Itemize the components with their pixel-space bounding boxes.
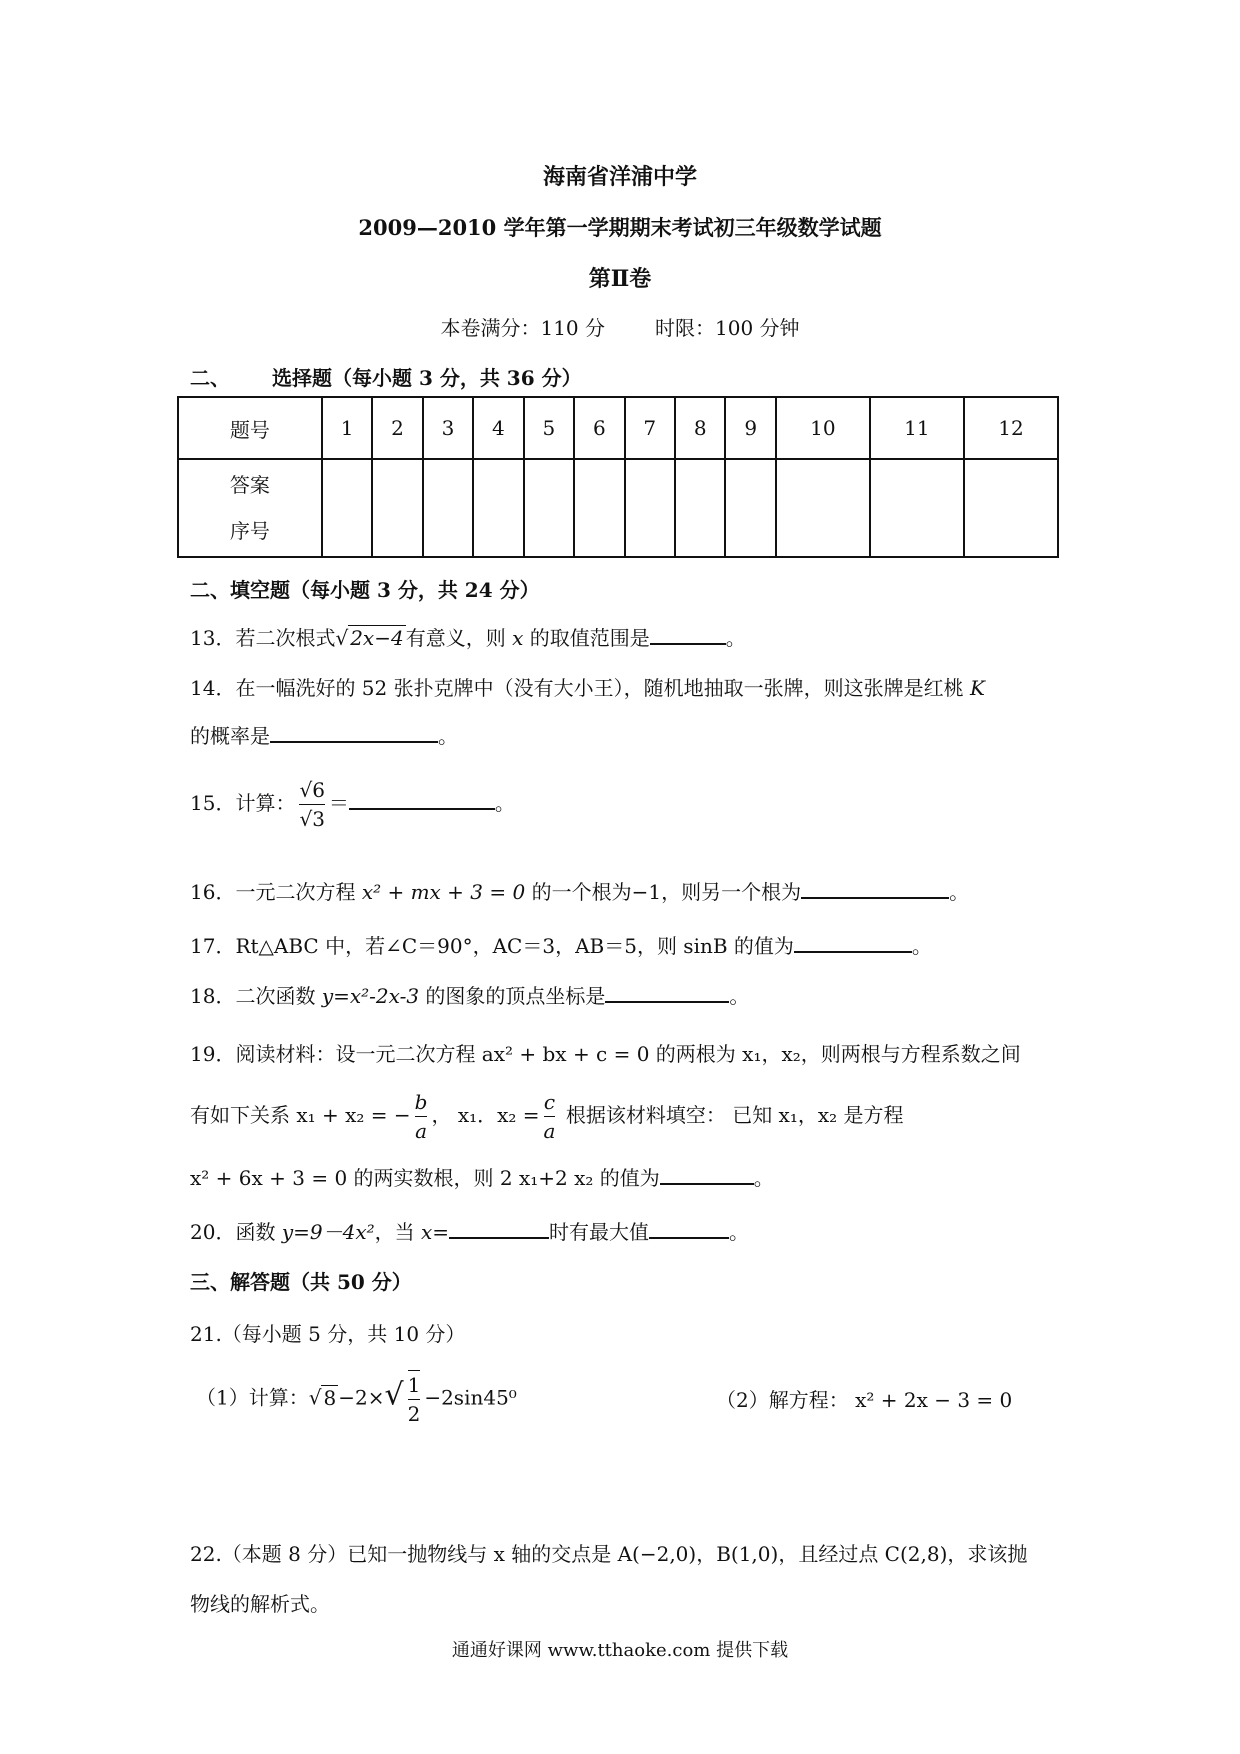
q15-end: 。 [494,791,515,815]
q19-relation-product: ， x₁．x₂ = [431,1103,540,1127]
q20-x-equals: x= [420,1220,450,1244]
answer-row-header [178,459,322,557]
footer-credit: 通通好课网 www.tthaoke.com 提供下载 [451,1640,789,1661]
answer-cell[interactable] [524,459,574,557]
answer-table-number-row [178,397,1058,459]
q18-text: 18．二次函数 [190,984,322,1008]
answer-cell[interactable] [322,459,372,557]
choice-section-number: 二、 [190,366,230,390]
question-number-cell: 11 [870,397,964,459]
q17-text: 17．Rt△ABC 中，若∠C＝90°，AC＝3，AB＝5，则 sinB 的值为 [190,934,794,958]
q21-times: −2× [338,1385,385,1410]
choice-section-heading [190,362,582,391]
answer-cell[interactable] [625,459,675,557]
sqrt-symbol: √ [384,1377,404,1413]
q13-text-post: 的取值范围是 [523,626,650,650]
answer-cell[interactable] [725,459,775,557]
q18-end: 。 [729,984,750,1008]
q16-equation: x² + mx + 3 = 0 [361,880,526,904]
q16-text-mid: 的一个根为−1，则另一个根为 [525,880,802,904]
q17-end: 。 [911,934,932,958]
answer-cell[interactable] [675,459,725,557]
q14-k: K [969,676,985,700]
q20-function: y=9－4x² [281,1220,375,1244]
q21-frac-numerator: 1 [408,1371,421,1400]
question-number-cell: 8 [675,397,725,459]
q13-radicand: 2x−4 [350,626,404,650]
question-number-cell: 3 [423,397,473,459]
sqrt-symbol: √ [308,1385,322,1410]
q19-answer-blank[interactable] [660,1163,754,1185]
question-number-cell: 5 [524,397,574,459]
q13-text-mid: 有意义，则 [405,626,513,650]
q13-end: 。 [725,626,746,650]
sqrt-symbol: √ [335,626,349,650]
choice-section-title: 选择题（每小题 3 分，共 36 分） [272,366,582,390]
q20-text-mid: ，当 [374,1220,421,1244]
question-19-line2 [190,1088,904,1145]
time-limit: 时限：100 分钟 [655,316,800,340]
answer-header-line2: 序号 [229,519,270,543]
question-number-cell: 4 [473,397,523,459]
q21-frac-denominator: 2 [407,1402,421,1426]
q15-answer-blank[interactable] [349,788,495,810]
answer-cell[interactable] [574,459,624,557]
question-number-cell: 7 [625,397,675,459]
q20-answer-blank-max[interactable] [649,1217,729,1239]
q21-sqrt8: 8 [323,1385,337,1410]
answer-cell[interactable] [776,459,870,557]
q14-answer-blank[interactable] [270,721,438,743]
q14-text: 14．在一幅洗好的 52 张扑克牌中（没有大小王），随机地抽取一张牌，则这张牌是红桃 [190,676,970,700]
question-19-line3 [190,1162,774,1191]
q13-var: x [512,626,524,650]
answer-cell[interactable] [372,459,422,557]
answer-section-heading: 三、解答题（共 50 分） [190,1270,412,1294]
answer-cell[interactable] [870,459,964,557]
question-13 [190,622,746,651]
q19-fraction-c-a [544,1088,556,1145]
question-16 [190,876,969,905]
q19-fraction-b-a [415,1088,428,1145]
q19-frac2-numerator: c [544,1088,556,1117]
q20-answer-blank-x[interactable] [449,1217,549,1239]
question-14-line1 [190,672,985,701]
q16-text: 16．一元二次方程 [190,880,362,904]
question-14-line2 [190,720,458,749]
answer-cell[interactable] [423,459,473,557]
q15-denominator: √3 [299,807,325,831]
q13-text: 13．若二次根式 [190,626,336,650]
q14-end: 。 [438,724,458,748]
q18-answer-blank[interactable] [605,981,729,1003]
q21-part1-label: （1）计算： [196,1385,309,1410]
question-21-part2: （2）解方程： x² + 2x − 3 = 0 [716,1388,1013,1412]
answer-cell[interactable] [964,459,1058,557]
question-number-cell: 12 [964,397,1058,459]
q19-text-3: x² + 6x + 3 = 0 的两实数根，则 2 x₁+2 x₂ 的值为 [190,1166,660,1190]
q17-answer-blank[interactable] [794,931,912,953]
q18-function: y=x²-2x-3 [321,984,420,1008]
question-21-part1 [196,1370,517,1428]
answer-cell[interactable] [473,459,523,557]
question-number-cell: 2 [372,397,422,459]
q19-end: 。 [753,1166,774,1190]
full-score: 本卷满分：110 分 [440,316,605,340]
question-15 [190,776,515,833]
exam-meta [0,312,1240,341]
q19-frac1-numerator: b [415,1088,428,1117]
question-number-cell: 9 [725,397,775,459]
school-name: 海南省洋浦中学 [542,164,697,190]
q14-text-2: 的概率是 [190,724,270,748]
q21-sqrt-half [408,1370,421,1428]
answer-header-line1: 答案 [229,473,270,497]
exam-title: 2009—2010 学年第一学期期末考试初三年级数学试题 [358,215,882,240]
question-22-line1: 22.（本题 8 分）已知一抛物线与 x 轴的交点是 A(−2,0)，B(1,0)，且经过点 C(2,8)，求该抛 [190,1542,1028,1566]
question-number-cell: 1 [322,397,372,459]
question-22-line2: 物线的解析式。 [190,1592,330,1616]
question-19-line1: 19．阅读材料：设一元二次方程 ax² + bx + c = 0 的两根为 x₁，x₂，则两根与方程系数之间 [190,1042,1021,1066]
q21-sin-term: −2sin45⁰ [424,1385,517,1410]
answer-table-answer-row [178,459,1058,557]
fill-section-heading: 二、填空题（每小题 3 分，共 24 分） [190,578,540,602]
q13-answer-blank[interactable] [650,623,726,645]
q15-fraction [299,776,324,833]
q15-text: 15．计算： [190,791,296,815]
q15-numerator: √6 [299,776,324,805]
question-17 [190,930,932,959]
q20-end: 。 [729,1220,750,1244]
question-number-cell: 6 [574,397,624,459]
q20-text-mid2: 时有最大值 [549,1220,650,1244]
q19-text-post: 根据该材料填空： 已知 x₁，x₂ 是方程 [559,1103,904,1127]
question-number-cell: 10 [776,397,870,459]
question-18 [190,980,749,1009]
volume-label: 第Ⅱ卷 [588,266,652,292]
question-21-heading: 21.（每小题 5 分，共 10 分） [190,1322,466,1346]
q16-end: 。 [949,880,970,904]
question-20 [190,1216,749,1245]
q18-text-post: 的图象的顶点坐标是 [419,984,606,1008]
q19-relation-sum: 有如下关系 x₁ + x₂ = − [190,1103,411,1127]
answer-table [177,396,1059,558]
q20-text: 20．函数 [190,1220,282,1244]
q15-equals: ＝ [328,791,349,815]
question-number-header: 题号 [178,397,322,459]
q19-frac1-denominator: a [415,1119,428,1143]
q16-answer-blank[interactable] [801,877,949,899]
q19-frac2-denominator: a [543,1119,556,1143]
